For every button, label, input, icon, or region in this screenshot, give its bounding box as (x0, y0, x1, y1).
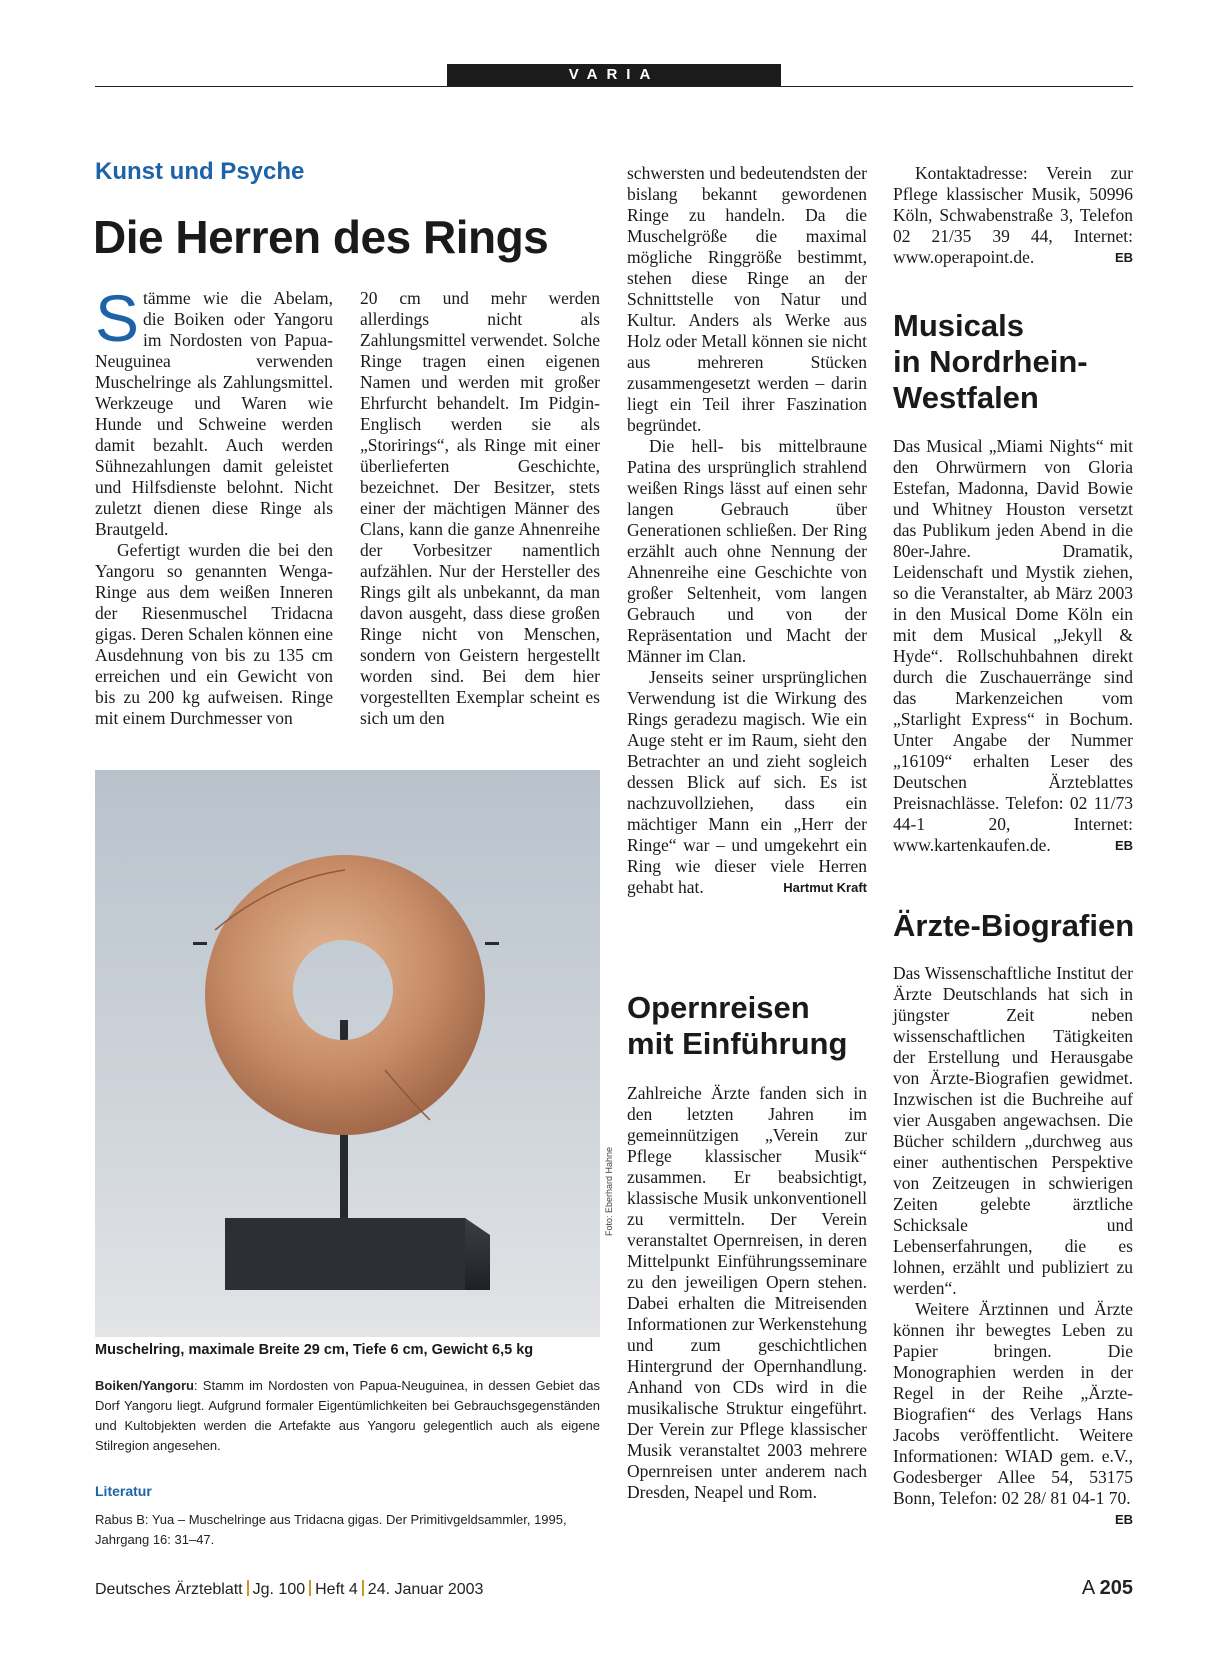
article-paragraph: tämme wie die Abelam, die Boiken oder Yangoru im Nordosten von Papua-Neuguinea verwenden Muschelringe als Zahlungsmittel. Werkzeuge und Waren wie Hunde und Schweine werden damit bezahlt. Auch werden Sühnezahlungen damit geleistet und Hilfsdienste belohnt. Nicht zuletzt dienen diese Ringe als Brautgeld. (95, 288, 333, 539)
section-tag: VARIA (447, 64, 781, 86)
caption-term: Boiken/Yangoru (95, 1378, 194, 1393)
journal-name: Deutsches Ärzteblatt (95, 1581, 243, 1598)
opern-paragraph: Zahlreiche Ärzte fanden sich in den letzten Jahren im gemeinnützigen „Verein zur Pflege klassischer Musik“ zusammen. Er beabsichtigt, klassische Musik unkonventionell zu vermitteln. Der Verein veranstaltet Opernreisen, in deren Mittelpunkt Einführungsseminare zu den jeweiligen Opern stehen. Dabei erhalten die Mitreisenden Informationen zur Werkenstehung und zum geschichtlichen Hintergrund der Opernhandlung. Anhand von CDs wird in die musikalische Struktur eingeführt. Der Verein zur Pflege klassischer Musik veranstaltet 2003 mehrere Opernreisen unter anderem nach Dresden, Neapel und Rom. (627, 1083, 867, 1502)
musicals-title-line: in Nordrhein- (893, 344, 1088, 379)
opern-contact (893, 163, 1133, 268)
footer-citation (95, 1580, 483, 1599)
page-number (1082, 1577, 1133, 1600)
opern-title-line: mit Einführung (627, 1026, 848, 1061)
author-signature: Hartmut Kraft (783, 880, 867, 895)
page-number-value: 205 (1099, 1577, 1133, 1599)
article-column-1 (95, 281, 333, 729)
article-column-3 (627, 163, 867, 898)
dropcap: S (95, 281, 140, 355)
article-paragraph: schwersten und bedeutendsten der bislang bekannt gewordenen Ringe zu handeln. Da die Muschelgröße die maximal mögliche Ringgröße bestimmt, stehen diese Ringe an der Schnittstelle von Natur und Kultur. Anders als Werke aus Holz oder Metall können sie nicht aus mehreren Stücken zusammengesetzt werden – darin liegt ein Teil ihrer Faszination begründet. (627, 163, 867, 435)
literature-text: Rabus B: Yua – Muschelringe aus Tridacna gigas. Der Primitivgeldsammler, 1995, Jahrgang 16: 31–47. (95, 1512, 567, 1547)
page-prefix: A (1081, 1577, 1095, 1599)
opern-title (627, 990, 847, 1062)
musicals-signature: EB (1114, 838, 1133, 853)
musicals-title (893, 308, 1088, 416)
literature-heading: Literatur (95, 1483, 152, 1499)
footer-separator (309, 1580, 311, 1596)
musicals-title-line: Westfalen (893, 380, 1039, 415)
musicals-title-line: Musicals (893, 308, 1024, 343)
opern-body (627, 1083, 867, 1503)
caption-text: : Stamm im Nordosten von Papua-Neuguinea, in dessen Gebiet das Dorf Yangoru liegt. Aufgrund formaler Eigentümlichkeiten bei Gebrauchsgegenständen und Kultobjekten werden die Artefakte aus Yangoru gelegentlich auch als eigene Stilregion angesehen. (95, 1378, 600, 1453)
biografien-paragraph: Das Wissenschaftliche Institut der Ärzte Deutschlands hat sich in jüngster Zeit neben wissenschaftlichen Tätigkeiten der Erstellung und Herausgabe von Ärzte-Biografien gewidmet. Inzwischen ist die Buchreihe auf vier Ausgaben angewachsen. Die Bücher schildern „durchweg aus einer authentischen Perspektive von Zeitzeugen in schwierigen Zeiten gelebte ärztliche Schicksale und Lebenserfahrungen, die es lohnen, erzählt und publiziert zu werden“. (893, 963, 1133, 1298)
header-rule (95, 86, 1133, 87)
article-paragraph: Gefertigt wurden die bei den Yangoru so genannten Wenga-Ringe aus dem weißen Inneren der Riesenmuschel Tridacna gigas. Deren Schalen können eine Ausdehnung von bis zu 135 cm erreichen und ein Gewicht von bis zu 200 kg aufweisen. Ringe mit einem Durchmesser von (95, 540, 333, 728)
photo-caption: Muschelring, maximale Breite 29 cm, Tiefe 6 cm, Gewicht 6,5 kg (95, 1342, 534, 1358)
opern-title-line: Opernreisen (627, 990, 810, 1025)
shell-ring-illustration (95, 770, 600, 1337)
footer-separator (247, 1580, 249, 1596)
contact-text: Kontaktadresse: Verein zur Pflege klassischer Musik, 50996 Köln, Schwabenstraße 3, Telefon 02 21/35 39 44, Internet: www.operapoint.de. (893, 163, 1133, 267)
caption-detail (95, 1376, 600, 1456)
photo-credit: Foto: Eberhard Hahne (604, 1146, 614, 1236)
article-kicker: Kunst und Psyche (95, 158, 305, 185)
biografien-title: Ärzte-Biografien (893, 908, 1135, 943)
musicals-paragraph: Das Musical „Miami Nights“ mit den Ohrwürmern von Gloria Estefan, Madonna, David Bowie und Whitney Houston versetzt das Publikum jeden Abend in die 80er-Jahre. Dramatik, Leidenschaft und Mystik ziehen, so die Veranstalter, ab März 2003 in den Musical Dome Köln ein mit dem Musical „Jekyll & Hyde“. Rollschuhbahnen direkt durch die Zuschauerränge sind das Markenzeichen vom „Starlight Express“ in Bochum. Unter Angabe der Nummer „16109“ erhalten Leser des Deutschen Ärzteblattes Preisnachlässe. Telefon: 02 11/73 44-1 20, Internet: www.kartenkaufen.de. (893, 436, 1133, 855)
journal-date: 24. Januar 2003 (367, 1581, 484, 1598)
biografien-paragraph: Weitere Ärztinnen und Ärzte können ihr bewegtes Leben zu Papier bringen. Die Monographien werden in der Regel in der Reihe „Ärzte-Biografien“ des Verlags Hans Jacobs veröffentlicht. Weitere Informationen: WIAD gem. e.V., Godesberger Allee 54, 53175 Bonn, Telefon: 02 28/ 81 04-1 70. (893, 1299, 1133, 1508)
shell-ring-photo (95, 770, 600, 1337)
article-paragraph: 20 cm und mehr werden allerdings nicht als Zahlungsmittel verwendet. Solche Ringe tragen einen eigenen Namen und werden mit großer Ehrfurcht behandelt. Im Pidgin-Englisch werden sie als „Storirings“, als Ringe mit einer überlieferten Geschichte, bezeichnet. Der Besitzer, stets einer der mächtigen Männer des Clans, kann die ganze Ahnenreihe der Vorbesitzer namentlich aufzählen. Nur der Hersteller des Rings gilt als unbekannt, da man davon ausgeht, dass diese großen Ringe nicht von Menschen, sondern von Geistern hergestellt worden sind. Bei dem hier vorgestellten Exemplar scheint es sich um den (360, 288, 600, 728)
article-headline: Die Herren des Rings (93, 211, 549, 263)
journal-volume: Jg. 100 (252, 1581, 306, 1598)
article-paragraph: Die hell- bis mittelbraune Patina des ursprünglich strahlend weißen Rings lässt auf einen sehr langen Gebrauch über Generationen schließen. Der Ring erzählt auch ohne Nennung der Ahnenreihe eine Geschichte von großer Seltenheit, vom langen Gebrauch und von der Repräsentation und Macht der Männer im Clan. (627, 436, 867, 666)
biografien-body (893, 963, 1133, 1530)
article-column-2 (360, 288, 600, 729)
biografien-signature: EB (1114, 1512, 1133, 1527)
footer-separator (362, 1580, 364, 1596)
musicals-body (893, 436, 1133, 856)
article-paragraph: Jenseits seiner ursprünglichen Verwendung ist die Wirkung des Rings geradezu magisch. Wie ein Auge steht er im Raum, sieht den Betrachter an und zieht sogleich dessen Blick auf sich. Es ist nachzuvollziehen, dass ein mächtiger Mann ein „Herr der Ringe“ war – und umgekehrt ein Ring wie dieser viele Herren gehabt hat. (627, 667, 867, 897)
opern-signature: EB (1114, 250, 1133, 265)
journal-issue: Heft 4 (315, 1581, 358, 1598)
